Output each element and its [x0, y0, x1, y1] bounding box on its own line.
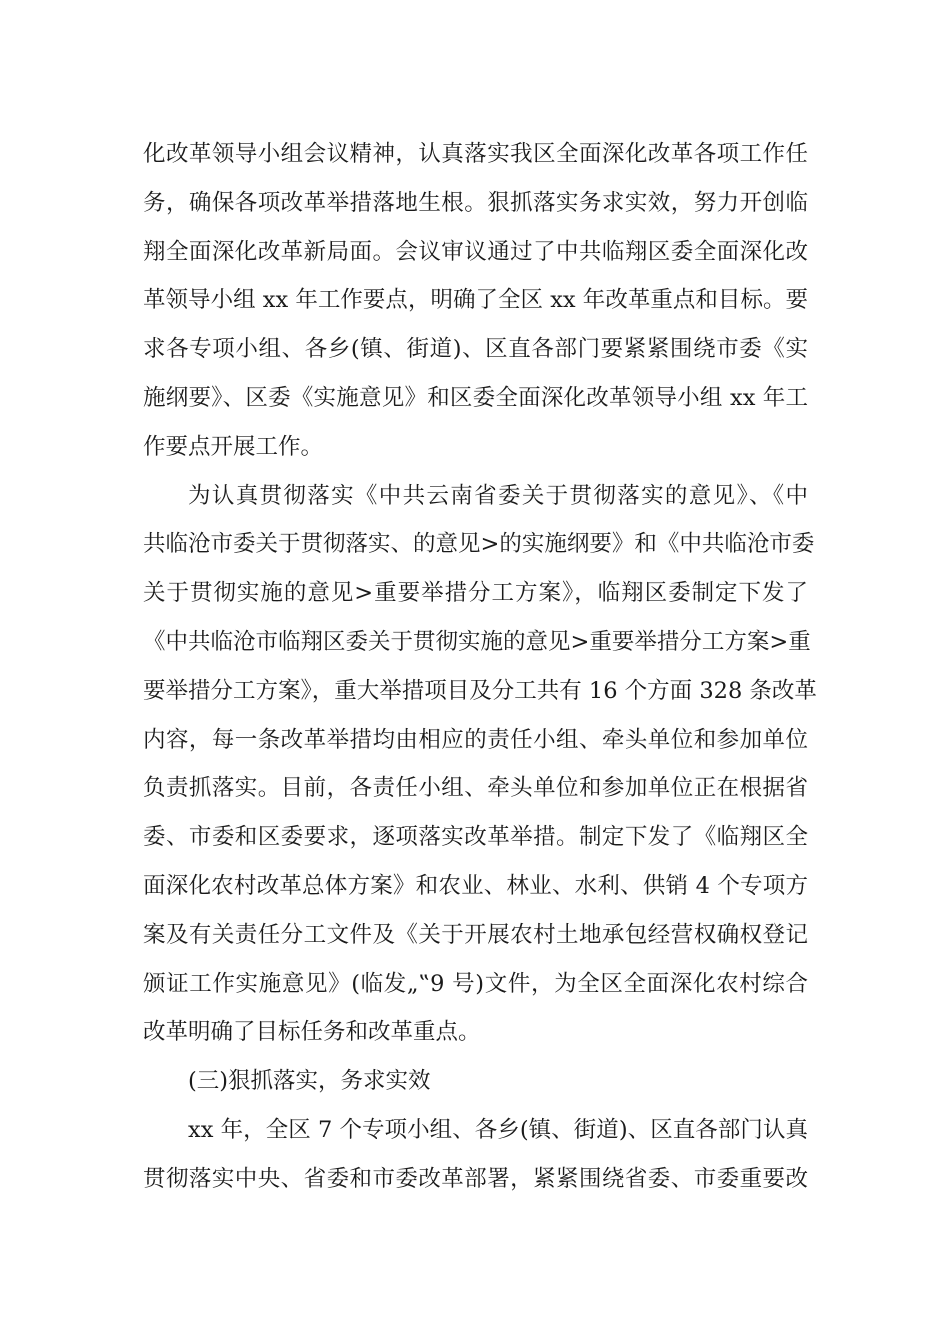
document-body: [143, 130, 817, 1204]
text-line: 革领导小组 xx 年工作要点，明确了全区 xx 年改革重点和目标。要: [143, 287, 808, 314]
text-line: 案及有关责任分工文件及《关于开展农村土地承包经营权确权登记: [143, 921, 808, 948]
section-heading: (三)狠抓落实，务求实效: [188, 1068, 431, 1095]
text-line: 要举措分工方案》，重大举措项目及分工共有 16 个方面 328 条改革: [143, 677, 817, 704]
text-line: 负责抓落实。目前，各责任小组、牵头单位和参加单位正在根据省: [143, 775, 808, 802]
text-line: 化改革领导小组会议精神，认真落实我区全面深化改革各项工作任: [143, 141, 808, 167]
text-line: 共临沧市委关于贯彻落实、的意见>的实施纲要》和《中共临沧市委: [143, 531, 815, 558]
text-line: 《中共临沧市临翔区委关于贯彻实施的意见>重要举措分工方案>重: [143, 628, 811, 655]
text-line: 关于贯彻实施的意见>重要举措分工方案》，临翔区委制定下发了: [143, 580, 808, 607]
text-line: xx 年，全区 7 个专项小组、各乡(镇、街道)、区直各部门认真: [188, 1116, 808, 1143]
text-line: 内容，每一条改革举措均由相应的责任小组、牵头单位和参加单位: [143, 726, 808, 753]
text-line: 面深化农村改革总体方案》和农业、林业、水利、供销 4 个专项方: [143, 872, 808, 899]
text-line: 求各专项小组、各乡(镇、街道)、区直各部门要紧紧围绕市委《实: [143, 336, 808, 363]
text-line: 颁证工作实施意见》(临发„‟9 号)文件，为全区全面深化农村综合: [143, 970, 808, 997]
text-line: 委、市委和区委要求，逐项落实改革举措。制定下发了《临翔区全: [143, 824, 808, 851]
text-line: 务，确保各项改革举措落地生根。狠抓落实务求实效，努力开创临: [143, 189, 808, 216]
text-line: 作要点开展工作。: [143, 433, 324, 460]
text-line: 施纲要》、区委《实施意见》和区委全面深化改革领导小组 xx 年工: [143, 384, 808, 411]
text-line: 翔全面深化改革新局面。会议审议通过了中共临翔区委全面深化改: [143, 238, 808, 265]
text-line: 为认真贯彻落实《中共云南省委关于贯彻落实的意见》、《中: [188, 482, 808, 509]
text-line: 贯彻落实中央、省委和市委改革部署，紧紧围绕省委、市委重要改: [143, 1165, 808, 1192]
text-line: 改革明确了目标任务和改革重点。: [143, 1019, 481, 1046]
